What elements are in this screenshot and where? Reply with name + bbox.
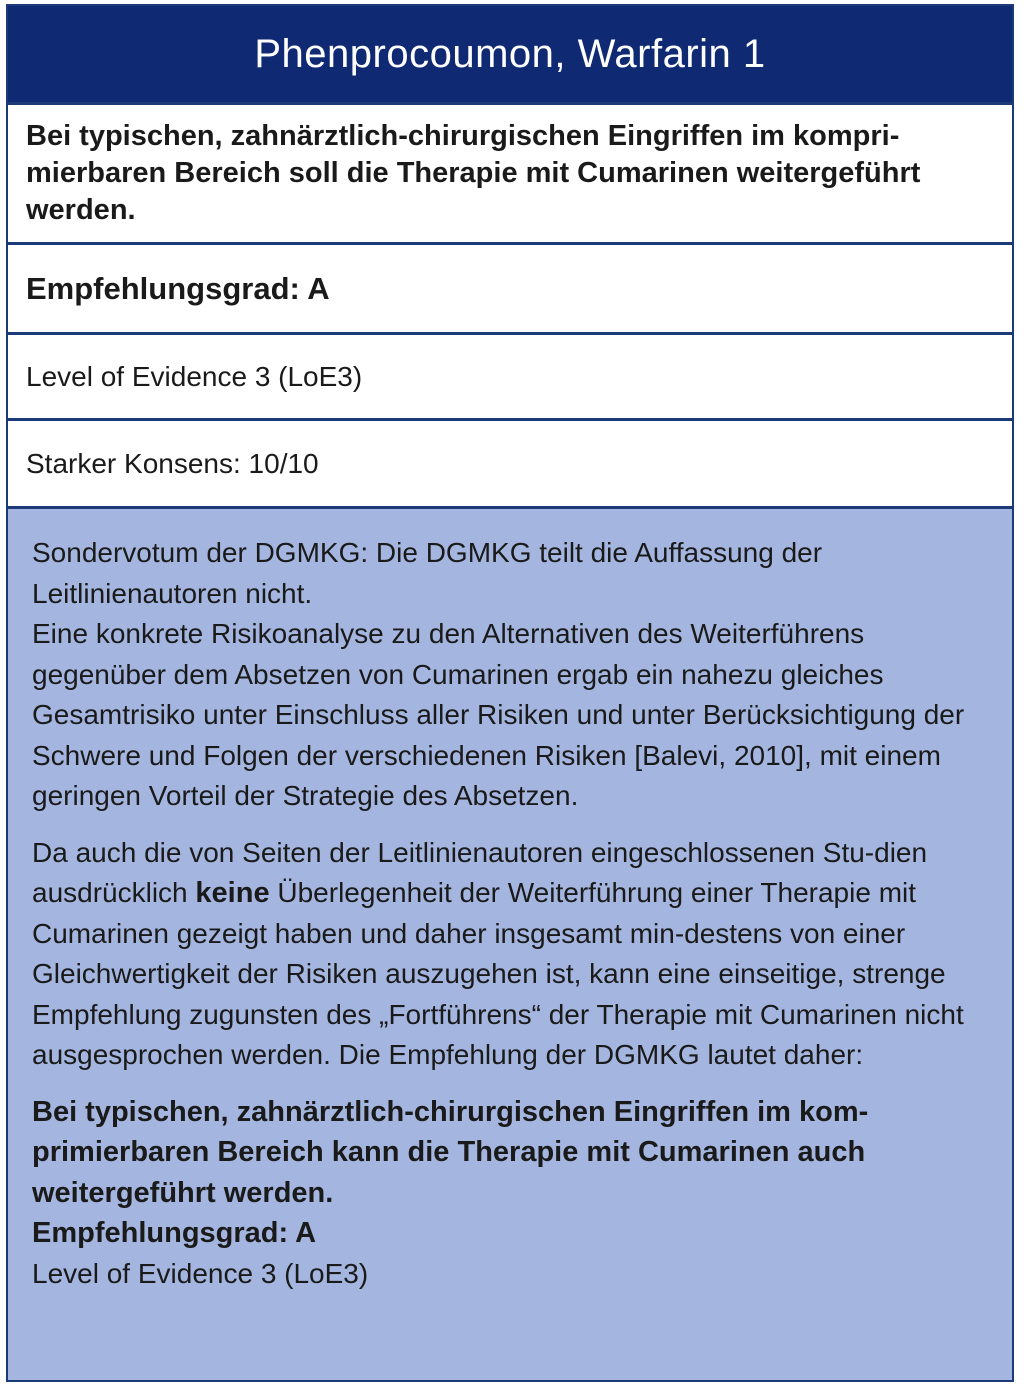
special-vote-argument <box>32 833 988 1076</box>
level-of-evidence <box>8 332 1012 418</box>
alternative-statement: Bei typischen, zahnärztlich-chirurgischen Eingriffen im kom-primierbaren Bereich kann die Therapie mit Cumarinen auch weitergeführt werden. <box>32 1095 869 1209</box>
recommendation-box <box>6 4 1014 1382</box>
box-title: Phenprocoumon, Warfarin 1 <box>8 6 1012 102</box>
special-vote-intro: Sondervotum der DGMKG: Die DGMKG teilt die Auffassung der Leitlinienautoren nicht. <box>32 537 823 609</box>
alternative-grade: Empfehlungsgrad: A <box>32 1217 317 1249</box>
argument-end: Überlegenheit der Weiterführung einer Therapie mit Cumarinen gezeigt haben und daher insgesamt min-destens von einer Gleichwertigkeit der Risiken auszugehen ist, kann eine einseitige, strenge Empfehlung zugunsten des „Fortführens“ der Therapie mit Cumarinen nicht ausgesprochen werden. Die Empfehlung der DGMKG lautet daher: <box>32 877 964 1070</box>
special-vote-analysis: Eine konkrete Risikoanalyse zu den Alternativen des Weiterführens gegenüber dem Absetzen von Cumarinen ergab ein nahezu gleiches Gesamtrisiko unter Einschluss aller Risiken und unter Berücksichtigung der Schwere und Folgen der verschiedenen Risiken [Balevi, 2010], mit einem geringen Vorteil der Strategie des Absetzen. <box>32 618 965 811</box>
grade-text: Empfehlungsgrad: A <box>26 270 330 306</box>
argument-start: Da auch die von Seiten der Leitlinienautoren eingeschlossenen Stu-dien ausdrücklich <box>32 836 928 908</box>
special-vote-section <box>8 506 1012 1380</box>
argument-emphasis: keine <box>195 877 270 909</box>
statement-text: Bei typischen, zahnärztlich-chirurgischen Eingriffen im kompri-mierbaren Bereich soll die Therapie mit Cumarinen weitergeführt werden. <box>26 120 921 226</box>
consensus-text: Starker Konsens: 10/10 <box>26 447 319 479</box>
alternative-evidence: Level of Evidence 3 (LoE3) <box>32 1257 369 1289</box>
recommendation-statement <box>8 102 1012 242</box>
consensus <box>8 418 1012 506</box>
recommendation-grade <box>8 242 1012 332</box>
evidence-text: Level of Evidence 3 (LoE3) <box>26 360 363 392</box>
